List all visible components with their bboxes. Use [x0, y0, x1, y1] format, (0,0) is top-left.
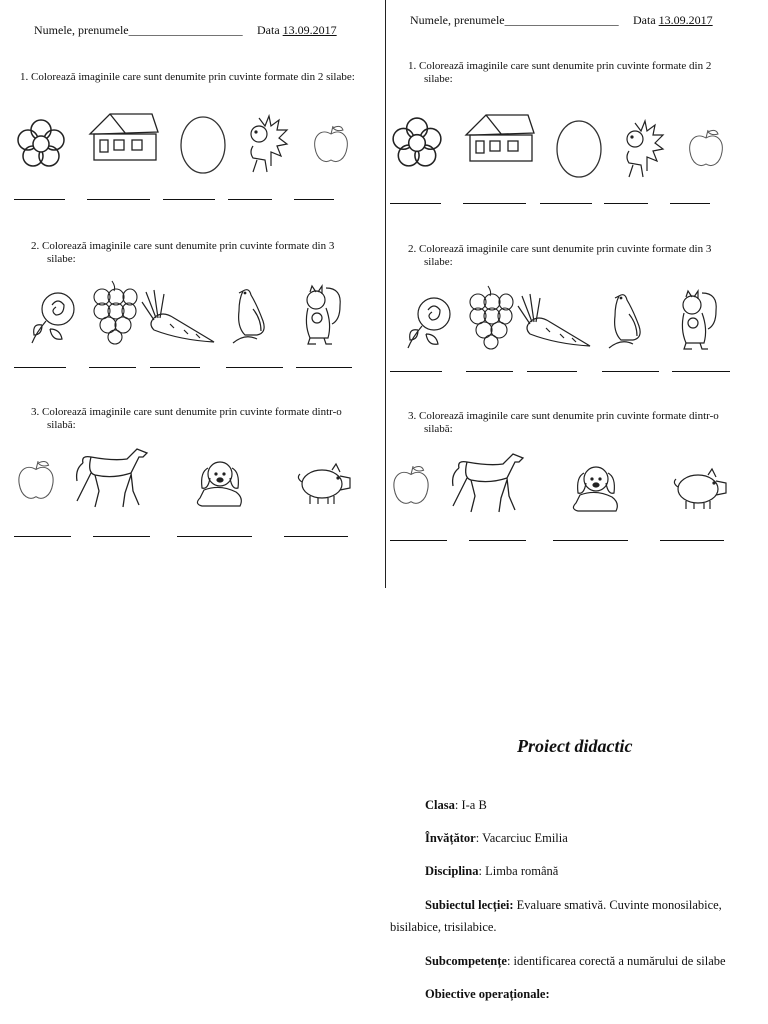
puppy-icon: [190, 458, 246, 508]
answer-line[interactable]: [284, 536, 348, 537]
answer-line[interactable]: [177, 536, 252, 537]
house-icon: [86, 110, 160, 162]
squirrel-icon: [300, 284, 342, 346]
date-value: 13.09.2017: [658, 13, 713, 27]
answer-line[interactable]: [463, 203, 526, 204]
hedgehog-icon: [619, 116, 665, 182]
pig-icon: [296, 460, 352, 506]
answer-line[interactable]: [150, 367, 200, 368]
answer-line[interactable]: [87, 199, 150, 200]
flower-icon: [15, 118, 67, 170]
apple-icon: [686, 128, 726, 170]
question-3-line1: 3. Colorează imaginile care sunt denumite prin cuvinte formate dintr-o: [408, 410, 719, 422]
carrot-icon: [140, 288, 216, 344]
rose-icon: [28, 285, 82, 345]
class-value: : I-a B: [454, 798, 487, 812]
date-field-right: [633, 13, 713, 28]
class-label: Clasa: [425, 798, 455, 812]
teacher-row: [425, 831, 568, 846]
grapes-icon: [468, 284, 514, 350]
subject-row: [425, 898, 722, 913]
question-1-left: [20, 71, 382, 84]
date-value: 13.09.2017: [282, 23, 337, 37]
objectives-row: [425, 987, 550, 1002]
answer-line[interactable]: [390, 540, 447, 541]
question-3-right: [408, 410, 760, 436]
egg-icon: [178, 113, 228, 175]
answer-line[interactable]: [226, 367, 283, 368]
answer-line[interactable]: [294, 199, 334, 200]
answer-line[interactable]: [163, 199, 215, 200]
answer-line[interactable]: [670, 203, 710, 204]
question-1-text: 1. Colorează imaginile care sunt denumite prin cuvinte formate din 2 silabe:: [20, 71, 355, 83]
question-1-line2: silabe:: [424, 73, 453, 85]
dove-icon: [227, 285, 271, 345]
discipline-label: Disciplina: [425, 864, 479, 878]
name-field-right: [410, 13, 619, 28]
answer-line[interactable]: [660, 540, 724, 541]
document-title: Proiect didactic: [517, 736, 633, 756]
name-label: Numele, prenumele___________________: [34, 23, 243, 37]
column-divider: [385, 0, 386, 588]
question-2-line1: 2. Colorează imaginile care sunt denumite prin cuvinte formate din 3: [408, 243, 712, 255]
class-row: [425, 798, 487, 813]
answer-line[interactable]: [14, 199, 65, 200]
answer-line[interactable]: [604, 203, 648, 204]
squirrel-icon: [676, 289, 718, 351]
house-icon: [462, 110, 536, 164]
name-label: Numele, prenumele___________________: [410, 13, 619, 27]
answer-line[interactable]: [93, 536, 150, 537]
question-3-left: [31, 406, 383, 432]
answer-line[interactable]: [466, 371, 513, 372]
question-1-line1: 1. Colorează imaginile care sunt denumite prin cuvinte formate din 2: [408, 60, 712, 72]
answer-line[interactable]: [390, 203, 441, 204]
question-2-left: [31, 240, 383, 266]
answer-line[interactable]: [469, 540, 526, 541]
grapes-icon: [92, 279, 138, 345]
answer-line[interactable]: [602, 371, 659, 372]
horse-icon: [73, 445, 151, 511]
date-label: Data: [257, 23, 280, 37]
question-2-line1: 2. Colorează imaginile care sunt denumite prin cuvinte formate din 3: [31, 240, 335, 252]
question-3-line2: silabă:: [424, 423, 453, 435]
teacher-value: : Vacarciuc Emilia: [475, 831, 568, 845]
subject-continuation: bisilabice, trisilabice.: [390, 920, 497, 934]
answer-line[interactable]: [228, 199, 272, 200]
answer-line[interactable]: [14, 536, 71, 537]
horse-icon: [449, 450, 527, 516]
question-3-line2: silabă:: [47, 419, 76, 431]
question-2-line2: silabe:: [424, 256, 453, 268]
answer-line[interactable]: [527, 371, 577, 372]
egg-icon: [554, 116, 604, 180]
apple-icon: [390, 464, 432, 508]
puppy-icon: [566, 463, 622, 513]
hedgehog-icon: [243, 112, 289, 176]
apple-icon: [15, 459, 57, 503]
subject-value: Evaluare smativă. Cuvinte monosilabice,: [513, 898, 722, 912]
answer-line[interactable]: [553, 540, 628, 541]
date-label: Data: [633, 13, 656, 27]
answer-line[interactable]: [540, 203, 592, 204]
answer-line[interactable]: [14, 367, 66, 368]
discipline-row: [425, 864, 558, 879]
question-1-right: [408, 60, 758, 86]
answer-line[interactable]: [672, 371, 730, 372]
answer-line[interactable]: [89, 367, 136, 368]
objectives-label: Obiective operaționale:: [425, 987, 550, 1001]
teacher-label: Învățător: [425, 831, 476, 845]
discipline-value: : Limba română: [478, 864, 559, 878]
question-2-line2: silabe:: [47, 253, 76, 265]
answer-line[interactable]: [390, 371, 442, 372]
subcompetences-label: Subcompetențe: [425, 954, 507, 968]
dove-icon: [603, 290, 647, 350]
name-field-left: [34, 23, 243, 38]
question-3-line1: 3. Colorează imaginile care sunt denumite prin cuvinte formate dintr-o: [31, 406, 342, 418]
carrot-icon: [516, 292, 592, 348]
question-2-right: [408, 243, 760, 269]
subcompetences-row: [425, 954, 726, 969]
subject-label: Subiectul lecției:: [425, 898, 514, 912]
flower-icon: [390, 116, 444, 170]
subcompetences-value: : identificarea corectă a numărului de silabe: [506, 954, 726, 968]
pig-icon: [672, 465, 728, 511]
date-field-left: [257, 23, 337, 38]
rose-icon: [404, 290, 458, 350]
answer-line[interactable]: [296, 367, 352, 368]
apple-icon: [311, 124, 351, 166]
